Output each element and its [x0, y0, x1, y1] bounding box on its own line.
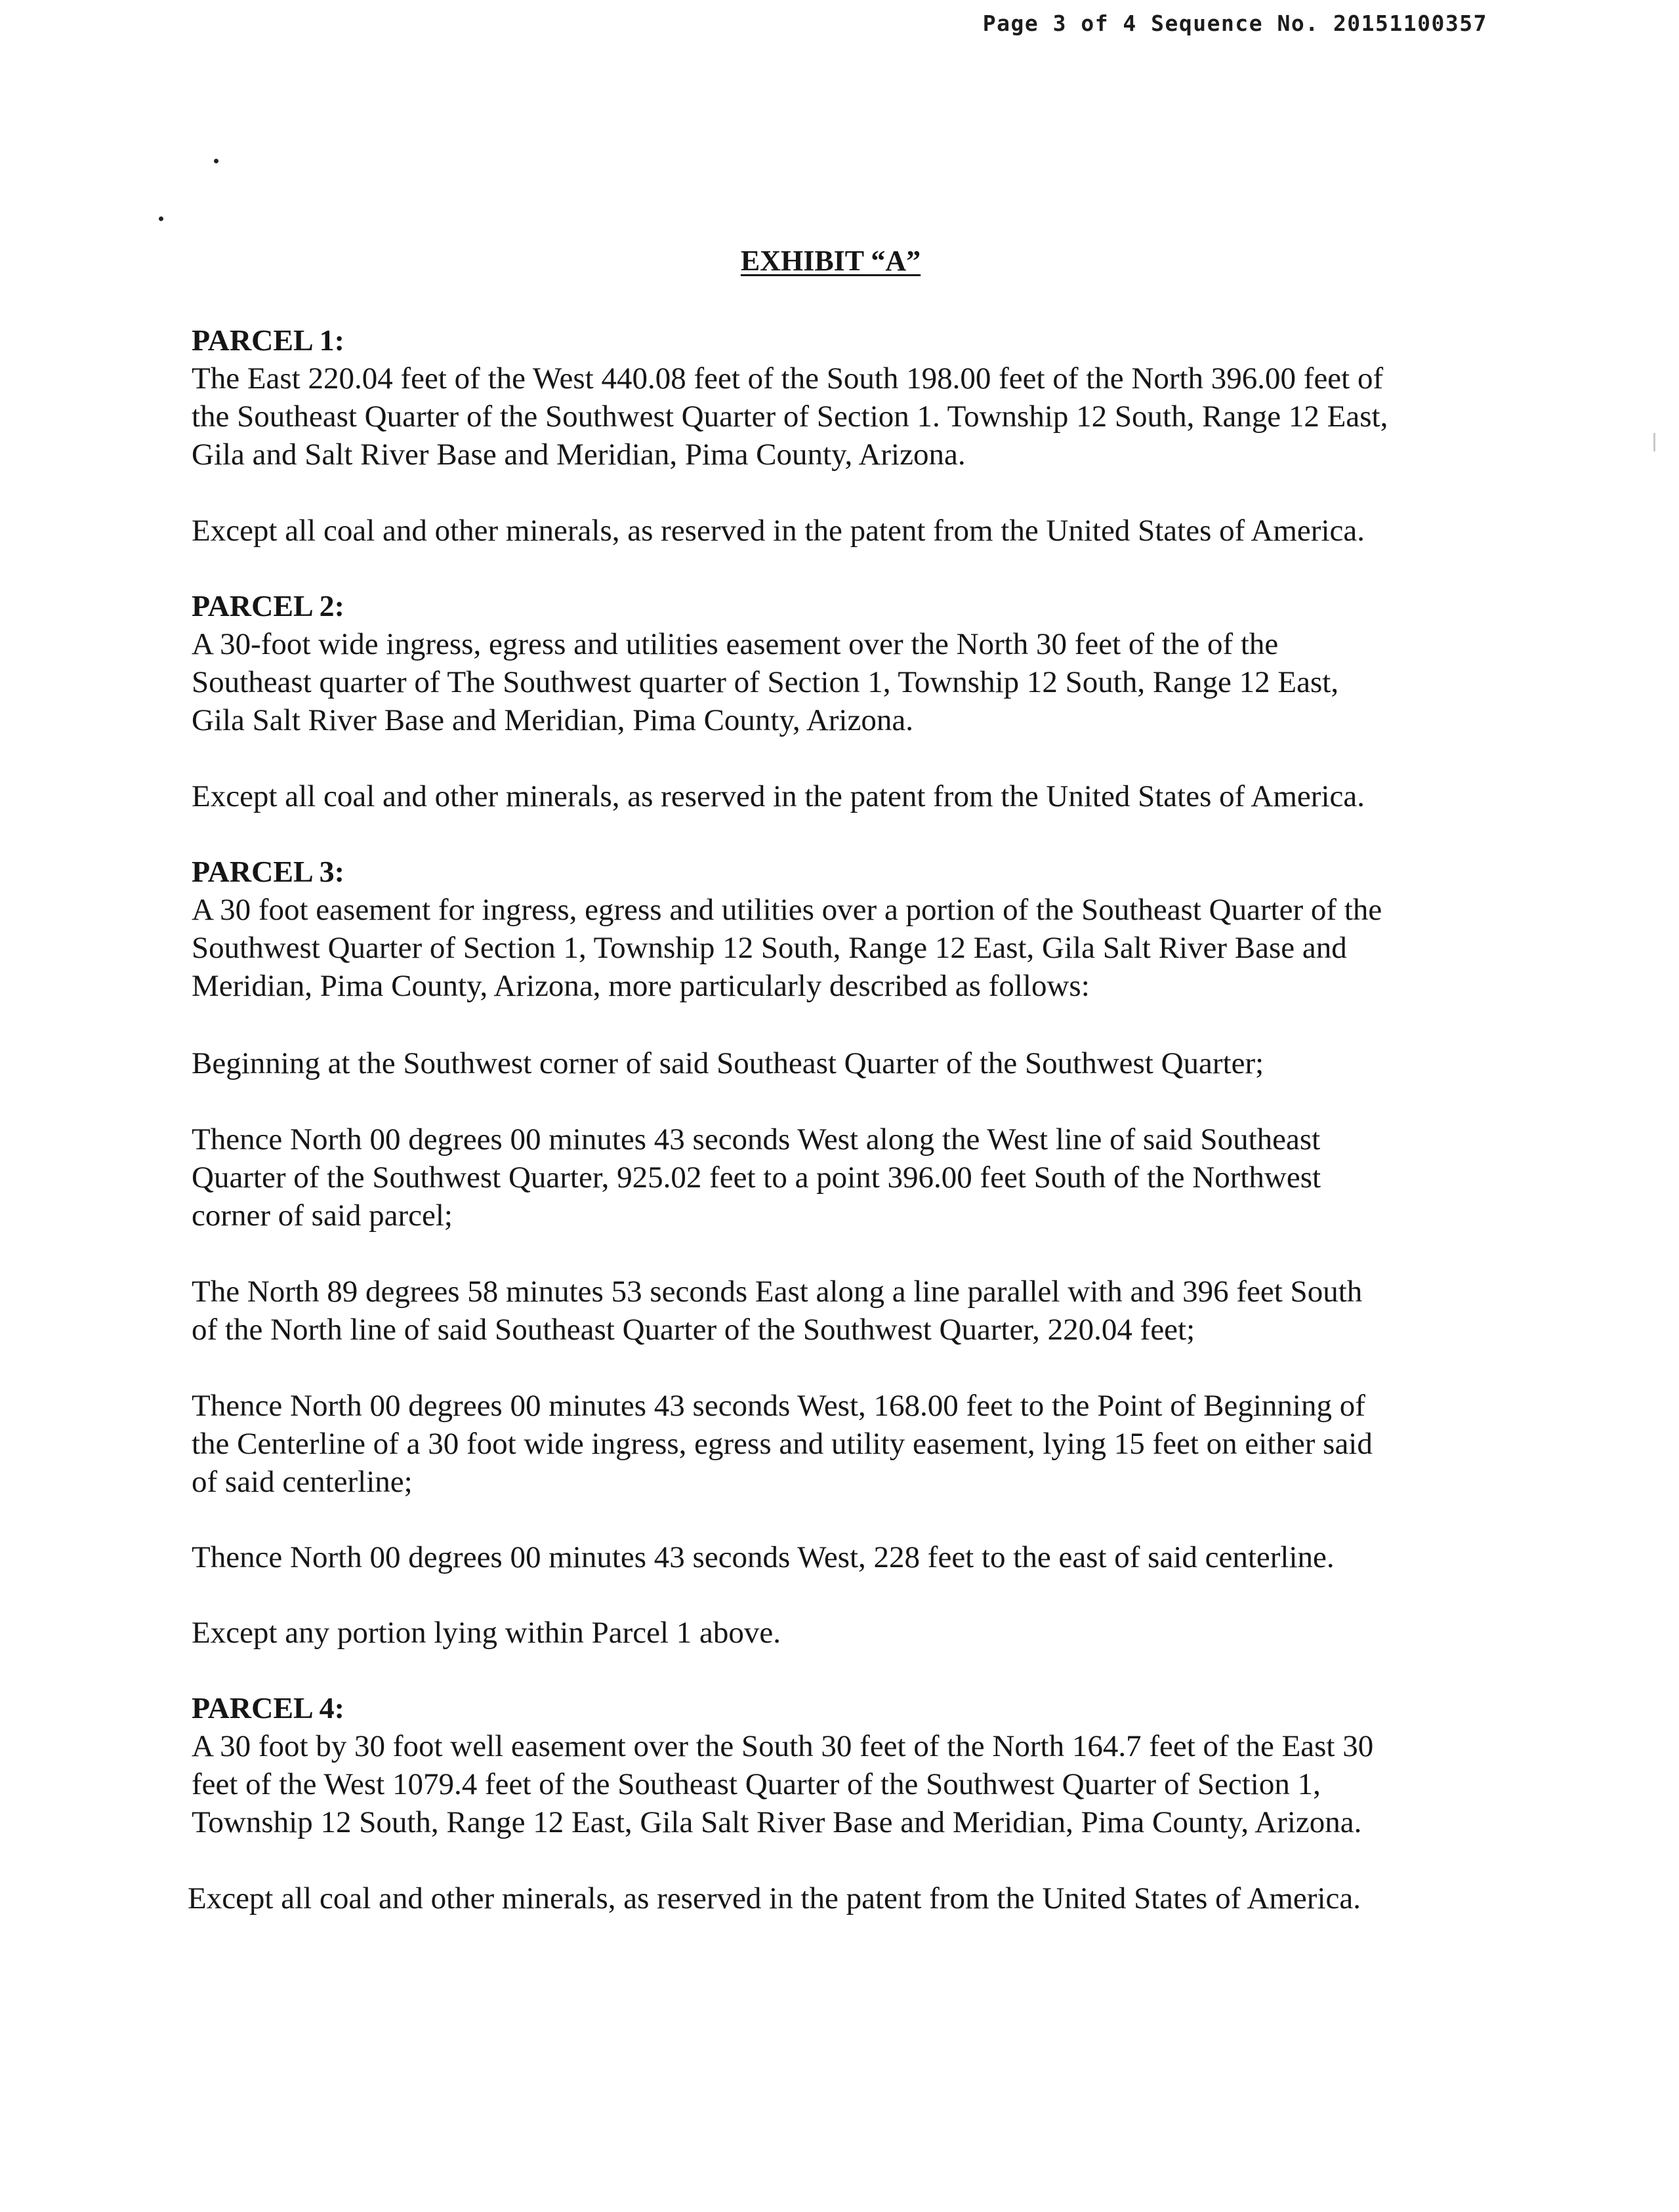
exhibit-title: EXHIBIT “A”	[740, 245, 921, 277]
parcel-4-heading: PARCEL 4:	[192, 1691, 344, 1725]
scan-speck	[214, 159, 218, 163]
parcel-2-heading: PARCEL 2:	[192, 589, 344, 623]
parcel-4-exception: Except all coal and other minerals, as reserved in the patent from the United States of America.	[188, 1881, 1361, 1915]
parcel-3-course-1-block	[192, 1120, 1504, 1235]
parcel-2-section	[192, 587, 1504, 739]
parcel-2-description: A 30-foot wide ingress, egress and utilities easement over the North 30 feet of the of the Southeast quarter of The Southwest quarter of Section 1, Township 12 South, Range 12 East, Gila Salt River Base and Meridian, Pima County, Arizona.	[192, 627, 1339, 737]
parcel-2-exception-block	[192, 777, 1504, 815]
parcel-3-exception-block	[192, 1614, 1504, 1652]
parcel-4-exception-block	[188, 1879, 1500, 1917]
parcel-3-course-4-block	[192, 1538, 1504, 1576]
scan-mark	[1653, 433, 1655, 451]
parcel-3-course-3: Thence North 00 degrees 00 minutes 43 seconds West, 168.00 feet to the Point of Beginning of the Centerline of a 30 foot wide ingress, egress and utility easement, lying 15 feet on either said of said centerline;	[192, 1389, 1373, 1499]
parcel-3-beginning: Beginning at the Southwest corner of said Southeast Quarter of the Southwest Quarter;	[192, 1046, 1264, 1080]
parcel-3-course-4: Thence North 00 degrees 00 minutes 43 seconds West, 228 feet to the east of said centerline.	[192, 1540, 1335, 1574]
parcel-1-description: The East 220.04 feet of the West 440.08 feet of the South 198.00 feet of the North 396.00 feet of the Southeast Quarter of the Southwest Quarter of Section 1. Township 12 South, Range 12 East, Gila and Salt River Base and Meridian, Pima County, Arizona.	[192, 361, 1388, 472]
parcel-1-heading: PARCEL 1:	[192, 323, 344, 357]
parcel-3-description: A 30 foot easement for ingress, egress and utilities over a portion of the Southeast Quarter of the Southwest Quarter of Section 1, Township 12 South, Range 12 East, Gila Salt River Base and Meridian, Pima County, Arizona, more particularly described as follows:	[192, 893, 1382, 1003]
parcel-3-heading: PARCEL 3:	[192, 855, 344, 888]
parcel-4-section	[192, 1689, 1504, 1841]
parcel-1-section	[192, 321, 1504, 474]
parcel-3-exception: Except any portion lying within Parcel 1 above.	[192, 1616, 781, 1650]
page-sequence-stamp: Page 3 of 4 Sequence No. 20151100357	[982, 10, 1487, 36]
parcel-3-course-1: Thence North 00 degrees 00 minutes 43 seconds West along the West line of said Southeast Quarter of the Southwest Quarter, 925.02 feet to a point 396.00 feet South of the Northwest corner of said parcel;	[192, 1122, 1321, 1233]
parcel-3-course-2-block	[192, 1273, 1504, 1349]
scan-speck	[159, 216, 163, 221]
parcel-3-course-3-block	[192, 1387, 1504, 1501]
parcel-1-exception-block	[192, 512, 1504, 550]
parcel-4-description: A 30 foot by 30 foot well easement over the South 30 feet of the North 164.7 feet of the East 30 feet of the West 1079.4 feet of the Southeast Quarter of the Southwest Quarter of Section 1, Township 12 South, Range 12 East, Gila Salt River Base and Meridian, Pima County, Arizona.	[192, 1729, 1374, 1839]
parcel-1-exception: Except all coal and other minerals, as reserved in the patent from the United States of America.	[192, 514, 1365, 548]
parcel-2-exception: Except all coal and other minerals, as reserved in the patent from the United States of America.	[192, 779, 1365, 813]
parcel-3-section	[192, 853, 1504, 1005]
parcel-3-beginning-block	[192, 1044, 1504, 1082]
parcel-3-course-2: The North 89 degrees 58 minutes 53 seconds East along a line parallel with and 396 feet South of the North line of said Southeast Quarter of the Southwest Quarter, 220.04 feet;	[192, 1275, 1363, 1347]
